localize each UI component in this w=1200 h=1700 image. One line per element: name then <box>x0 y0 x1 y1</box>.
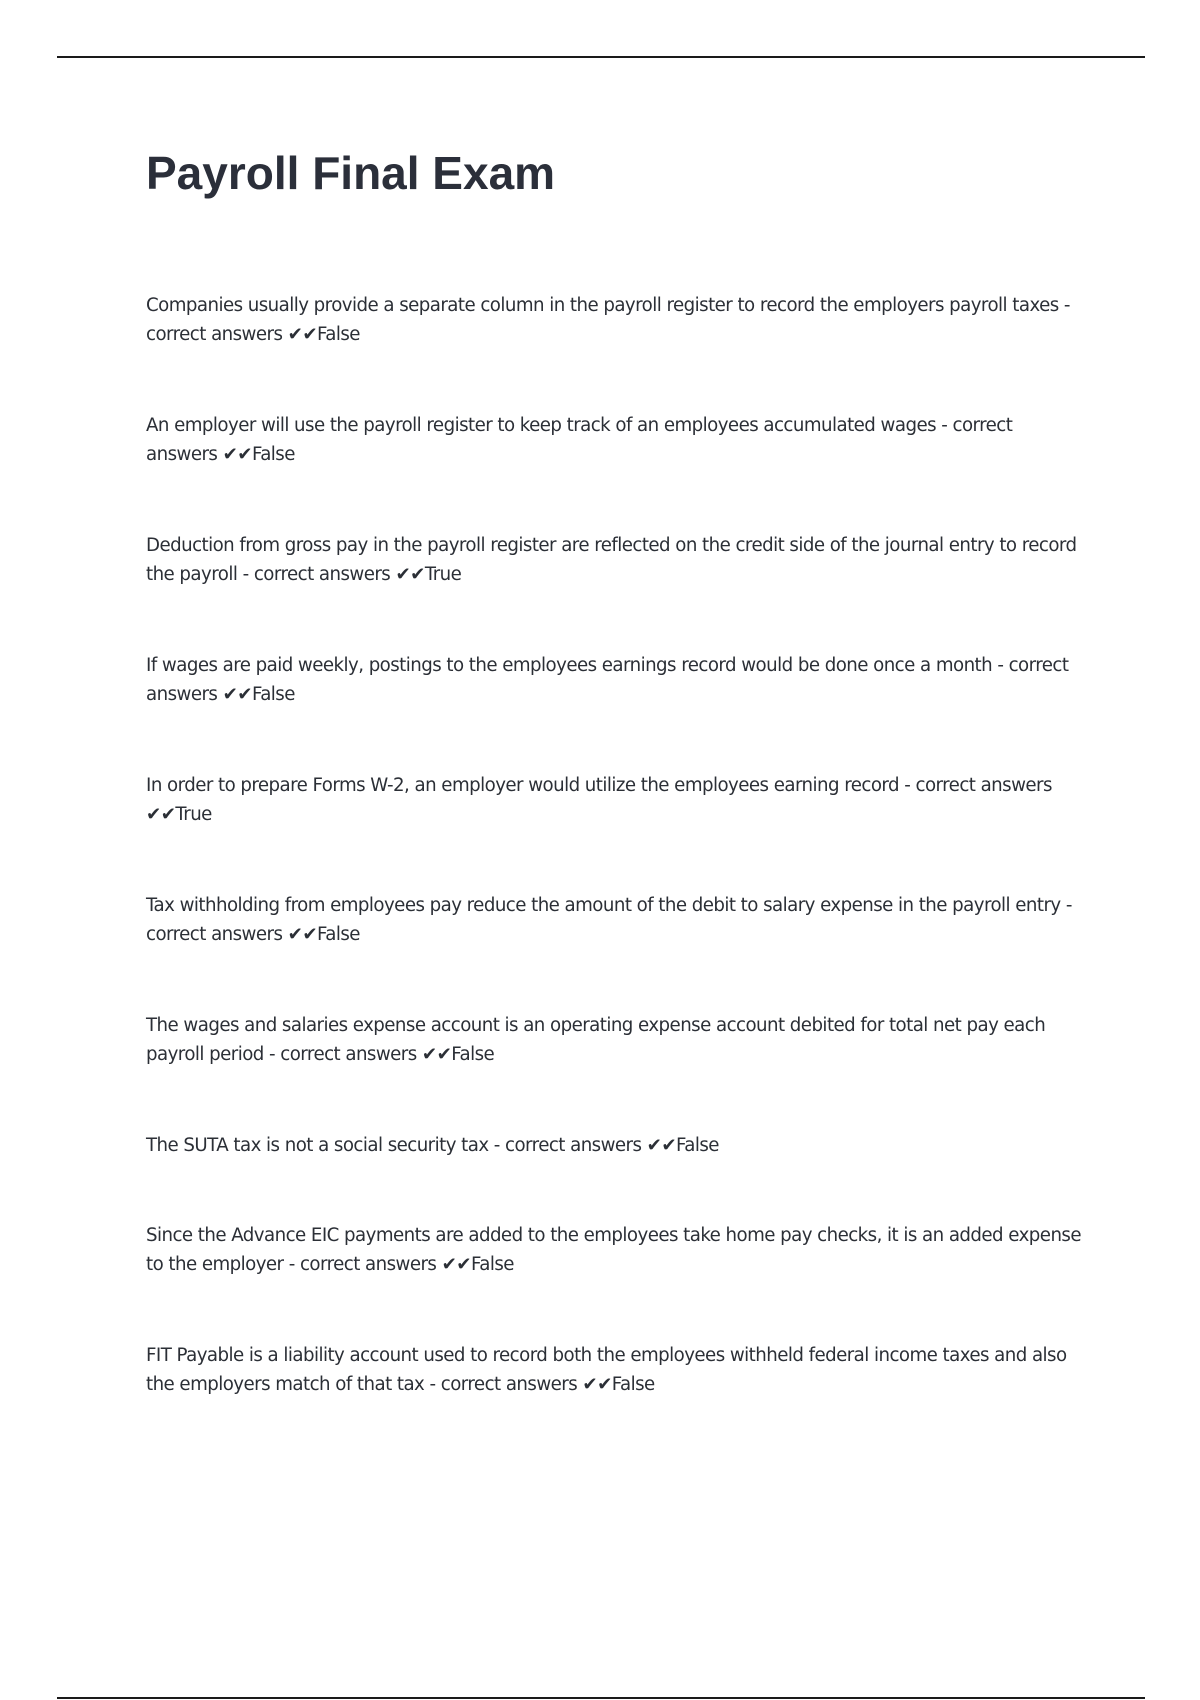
header-rule <box>57 56 1145 58</box>
question: In order to prepare Forms W-2, an employer would utilize the employees earning record <box>146 775 900 796</box>
check-marks-icon: ✔✔ <box>222 684 252 705</box>
list-item <box>146 651 1086 771</box>
answer-label: correct answers <box>299 1254 437 1275</box>
answer: False <box>317 924 360 945</box>
list-item <box>146 1341 1086 1461</box>
question-list <box>146 291 1086 1461</box>
check-marks-icon: ✔✔ <box>646 1135 677 1156</box>
question: If wages are paid weekly, postings to the employees earnings record would be done once a month <box>146 655 993 676</box>
answer: False <box>470 1254 514 1275</box>
check-marks-icon: ✔✔ <box>222 444 252 465</box>
separator: - <box>263 1044 281 1065</box>
question: FIT Payable is a liability account used to record both the employees withheld federal income taxes and also the employers match of that tax <box>146 1345 1067 1395</box>
answer-label: correct answers <box>146 415 1013 465</box>
check-marks-icon: ✔✔ <box>395 564 425 585</box>
list-item <box>146 1131 1086 1221</box>
answer: False <box>251 444 295 465</box>
answer: True <box>424 564 462 585</box>
question-text <box>146 1011 1086 1069</box>
question: Since the Advance EIC payments are added to the employees take home pay checks, it is an added expense to the employer <box>146 1225 1081 1275</box>
check-marks-icon: ✔✔ <box>287 924 318 945</box>
check-marks-icon: ✔✔ <box>421 1044 452 1065</box>
answer: False <box>611 1374 655 1395</box>
list-item <box>146 291 1086 411</box>
question-text <box>146 291 1086 349</box>
answer-label: correct answers <box>253 564 391 585</box>
answer: True <box>175 804 212 825</box>
separator: - <box>424 1374 441 1395</box>
answer: False <box>451 1044 495 1065</box>
check-marks-icon: ✔✔ <box>287 324 318 345</box>
question: The SUTA tax is not a social security tax <box>146 1135 489 1156</box>
separator: - <box>283 1254 300 1275</box>
question: The wages and salaries expense account is an operating expense account debited for total net pay each payroll period <box>146 1015 1046 1065</box>
list-item <box>146 771 1086 891</box>
answer-label: correct answers <box>505 1135 642 1156</box>
question: Tax withholding from employees pay reduce the amount of the debit to salary expense in the payroll entry <box>146 895 1061 916</box>
answer-label: correct answers <box>146 924 283 945</box>
question: Companies usually provide a separate column in the payroll register to record the employers payroll taxes <box>146 295 1059 316</box>
question-text <box>146 1131 1086 1160</box>
answer-label: correct answers <box>915 775 1052 796</box>
separator: - <box>237 564 254 585</box>
question: Deduction from gross pay in the payroll register are reflected on the credit side of the journal entry to record the payroll <box>146 535 1077 585</box>
question-text <box>146 651 1086 709</box>
question-text <box>146 1341 1086 1399</box>
separator: - <box>936 415 953 436</box>
answer-label: correct answers <box>146 655 1069 705</box>
answer: False <box>251 684 295 705</box>
list-item <box>146 1221 1086 1341</box>
question: An employer will use the payroll register to keep track of an employees accumulated wages <box>146 415 937 436</box>
list-item <box>146 891 1086 1011</box>
question-text <box>146 771 1086 829</box>
page-title: Payroll Final Exam <box>146 147 556 199</box>
list-item <box>146 531 1086 651</box>
question-text <box>146 411 1086 469</box>
answer-label: correct answers <box>146 324 283 345</box>
separator: - <box>488 1135 506 1156</box>
check-marks-icon: ✔✔ <box>582 1374 612 1395</box>
list-item <box>146 411 1086 531</box>
separator: - <box>899 775 916 796</box>
question-text <box>146 891 1086 949</box>
footer-rule <box>57 1697 1145 1699</box>
separator: - <box>1060 895 1072 916</box>
question-text <box>146 1221 1086 1279</box>
list-item <box>146 1011 1086 1131</box>
question-text <box>146 531 1086 589</box>
separator: - <box>1058 295 1070 316</box>
check-marks-icon: ✔✔ <box>441 1254 471 1275</box>
check-marks-icon: ✔✔ <box>146 804 176 825</box>
separator: - <box>992 655 1009 676</box>
answer-label: correct answers <box>440 1374 578 1395</box>
answer: False <box>317 324 360 345</box>
answer: False <box>676 1135 719 1156</box>
answer-label: correct answers <box>280 1044 417 1065</box>
